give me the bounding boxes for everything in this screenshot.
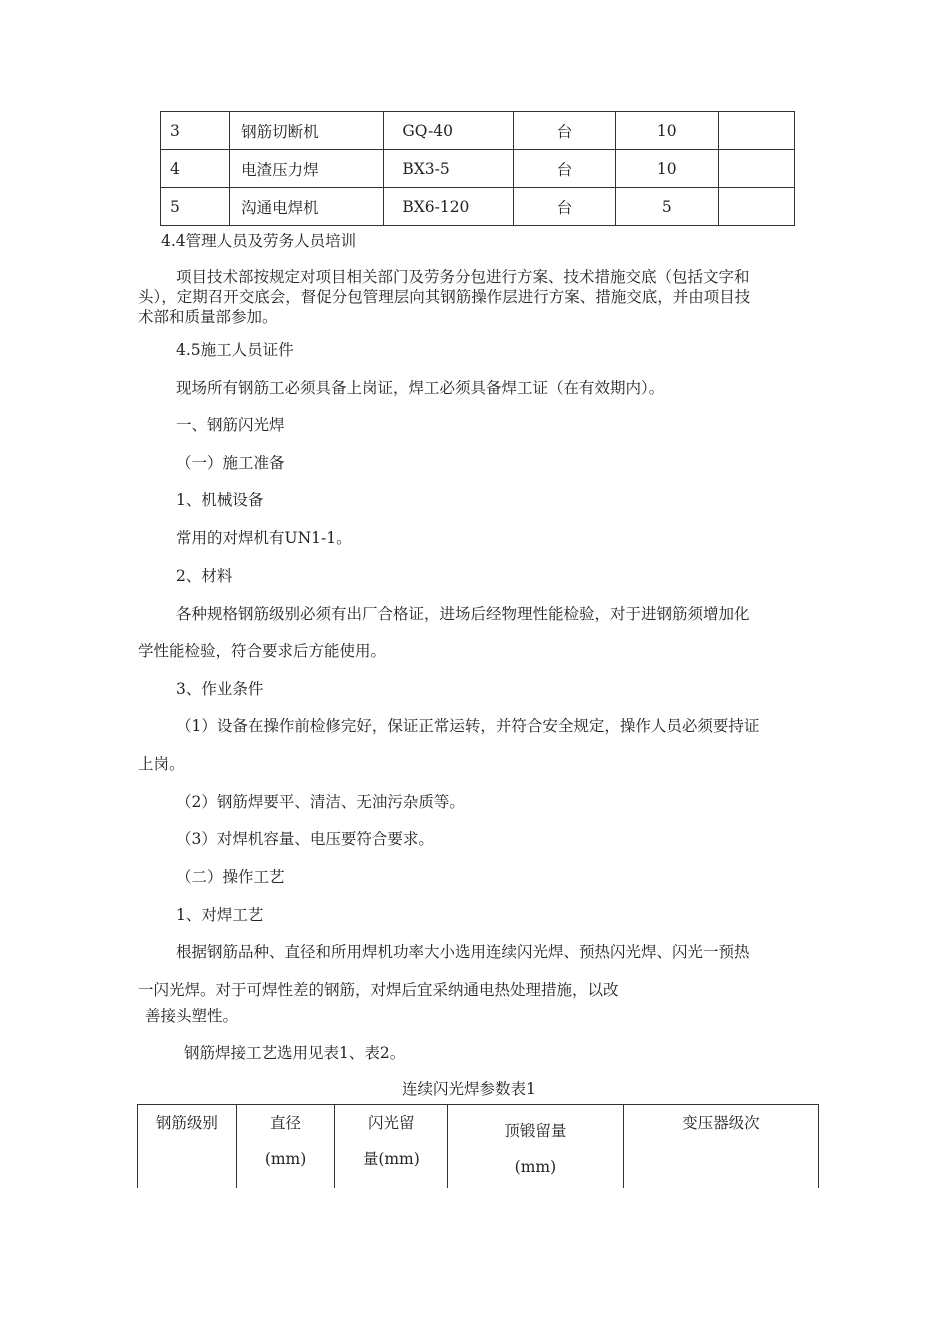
header-cell [623, 1105, 818, 1189]
header-cell [448, 1105, 623, 1189]
table-caption: 连续闪光焊参数表1 [402, 1080, 536, 1098]
paragraph-line: 头），定期召开交底会，督促分包管理层向其钢筋操作层进行方案、措施交底，并由项目技 [138, 288, 751, 306]
equipment-quantity: 10 [616, 112, 719, 150]
paragraph-line: 各种规格钢筋级别必须有出厂合格证，进场后经物理性能检验，对于进钢筋须增加化 [176, 605, 750, 623]
paragraph: （3）对焊机容量、电压要符合要求。 [176, 830, 434, 848]
equipment-name: 电渣压力焊 [230, 150, 384, 188]
item-heading: 3、作业条件 [176, 680, 264, 698]
header-line: 变压器级次 [682, 1114, 760, 1132]
paragraph-line: 项目技术部按规定对项目相关部门及劳务分包进行方案、技术措施交底（包括文字和 [176, 268, 750, 286]
equipment-unit: 台 [514, 188, 616, 226]
header-cell [335, 1105, 448, 1189]
equipment-note [718, 150, 794, 188]
item-heading: 1、机械设备 [176, 491, 264, 509]
equipment-note [718, 188, 794, 226]
equipment-model: BX3-5 [384, 150, 514, 188]
item-heading: 1、对焊工艺 [176, 906, 264, 924]
section-4-5-heading: 4.5施工人员证件 [176, 341, 294, 359]
subsection-heading: （二）操作工艺 [176, 868, 285, 886]
table-row [161, 150, 795, 188]
paragraph-line: 一闪光焊。对于可焊性差的钢筋，对焊后宜采纳通电热处理措施，以改 [138, 981, 619, 999]
header-line: 钢筋级别 [155, 1114, 218, 1132]
paragraph-line: 善接头塑性。 [145, 1007, 239, 1025]
paragraph-line: 上岗。 [138, 755, 185, 773]
row-number: 5 [161, 188, 230, 226]
equipment-name: 钢筋切断机 [230, 112, 384, 150]
equipment-note [718, 112, 794, 150]
subsection-heading: （一）施工准备 [176, 454, 285, 472]
part-heading: 一、钢筋闪光焊 [176, 416, 285, 434]
equipment-model: GQ-40 [384, 112, 514, 150]
header-line: 直径 [270, 1114, 302, 1132]
paragraph: （2）钢筋焊要平、清洁、无油污杂质等。 [176, 793, 465, 811]
row-number: 3 [161, 112, 230, 150]
header-line: 量(mm) [362, 1150, 420, 1168]
header-line: (mm) [264, 1150, 307, 1168]
equipment-quantity: 10 [616, 150, 719, 188]
header-cell [236, 1105, 335, 1189]
paragraph: 钢筋焊接工艺选用见表1、表2。 [184, 1044, 406, 1062]
paragraph-line: 根据钢筋品种、直径和所用焊机功率大小选用连续闪光焊、预热闪光焊、闪光一预热 [176, 943, 750, 961]
paragraph-line: （1）设备在操作前检修完好，保证正常运转，并符合安全规定，操作人员必须要持证 [176, 717, 760, 735]
header-line: (mm) [514, 1158, 557, 1176]
header-line: 顶锻留量 [504, 1122, 567, 1140]
equipment-table [160, 111, 795, 226]
equipment-unit: 台 [514, 112, 616, 150]
item-heading: 2、材料 [176, 567, 233, 585]
table-row [161, 112, 795, 150]
equipment-name: 沟通电焊机 [230, 188, 384, 226]
table-row [161, 188, 795, 226]
table-header-row [138, 1105, 819, 1189]
parameter-table [137, 1104, 819, 1188]
header-cell [138, 1105, 237, 1189]
section-4-4-heading: 4.4管理人员及劳务人员培训 [161, 232, 357, 250]
paragraph: 常用的对焊机有UN1-1。 [176, 529, 352, 547]
paragraph-line: 术部和质量部参加。 [138, 308, 278, 326]
row-number: 4 [161, 150, 230, 188]
equipment-model: BX6-120 [384, 188, 514, 226]
equipment-quantity: 5 [616, 188, 719, 226]
paragraph-line: 学性能检验，符合要求后方能使用。 [138, 642, 387, 660]
paragraph: 现场所有钢筋工必须具备上岗证，焊工必须具备焊工证（在有效期内）。 [176, 379, 665, 397]
header-line: 闪光留 [368, 1114, 415, 1132]
equipment-unit: 台 [514, 150, 616, 188]
